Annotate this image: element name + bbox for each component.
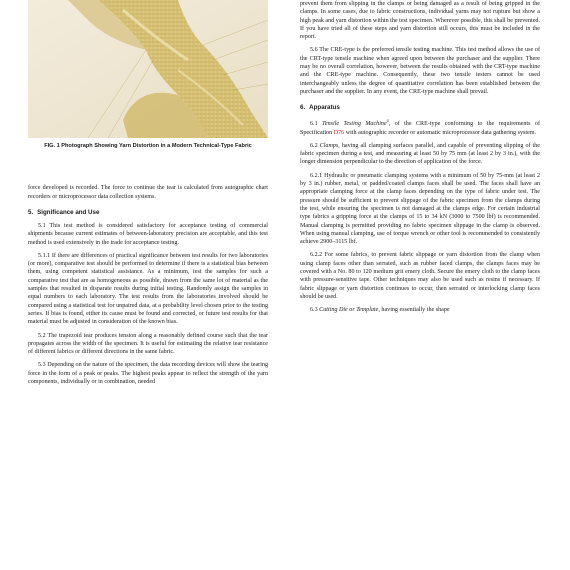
paragraph-6-3: 6.3 Cutting Die or Template, having essentially the shape: [310, 307, 450, 314]
link-spec-d76[interactable]: D76: [333, 129, 345, 136]
figure-photograph: [28, 0, 268, 138]
yarn-distortion-photo: [28, 0, 268, 138]
paragraph-5-6: 5.6 The CRE-type is the preferred tensile testing machine. This test method allows the use of the CRT-type tensile machine when agreed upon between the purchaser and the supplier. There may be no overall correlation, however, between the results obtained with the CRT-type machine and the CRE-type machine. Consequently, these two tensile testers cannot be used interchangeably unless the degree of quantitative correlation has been established between the purchaser and the supplier. In any event, the CRE-type machine shall prevail.: [300, 47, 540, 95]
paragraph-top-continued: prevent them from slipping in the clamps or being damaged as a result of being gripped in the clamps. In some cases, due to fabric constructions, individual yarns may not rupture but show a high peak and yarn distortion within the test specimen. Wherever possible, this shall be prevented. If you have tried all of these steps and yarn distortion still occurs, this must be included in the report.: [300, 1, 540, 41]
right-column: [300, 0, 540, 320]
paragraph-5-3: 5.3 Depending on the nature of the specimen, the data recording devices will show the tearing force in the form of a peak or peaks. The highest peaks appear to reflect the strength of the yarn components, individually or in combination, needed: [28, 362, 268, 386]
paragraph-5-2: 5.2 The trapezoid tear produces tension along a reasonably defined course such that the tear propagates across the width of the specimen. It is useful for estimating the relative tear resistance of different fabrics or different directions in the same fabric.: [28, 332, 268, 356]
paragraph-6-1: 6.1 Tensile Testing Machine$^4$, of the CRE-type conforming to the requirements of Specification D76 with autographic recorder or automatic microprocessor data gathering system.: [300, 118, 541, 136]
paragraph-force-recorded: force developed is recorded. The force to continue the tear is calculated from autographic chart recorders or microprocessor data collection systems.: [28, 185, 268, 200]
section-number: 6.: [300, 104, 306, 112]
paragraph-6-2-2: 6.2.2 For some fabrics, to prevent fabric slippage or yarn distortion from the clamp when using clamp faces other than serrated, such as rubber faced clamps, the clamps faces may be covered with a No. 80 to 120 medium grit emery cloth. Secure the emery cloth to the clamp faces with pressure-sensitive tape. Other techniques may also be used such as resins if necessary. If fabric slippage or yarn distortion continues to occur, then serrated or interlocking clamp faces should be used.: [300, 252, 540, 300]
left-column: [28, 0, 268, 391]
paragraph-6-2: 6.2 Clamps, having all clamping surfaces parallel, and capable of preventing slipping of the fabric specimen during a test, and measuring at least 50 by 75 mm (at least 2 by 3 in.), with the longer dimension perpendicular to the direction of application of the force.: [300, 142, 540, 166]
section-heading-6: [300, 104, 540, 111]
section-title: Apparatus: [309, 104, 340, 112]
section-number: 5.: [28, 209, 34, 216]
paragraph-5-1: 5.1 This test method is considered satisfactory for acceptance testing of commercial shipments because current estimates of between-laboratory precision are acceptable, and this test method is used extensively in the trade for acceptance testing.: [28, 223, 268, 246]
figure-caption: FIG. 1 Photograph Showing Yarn Distortion in a Modern Technical-Type Fabric: [44, 143, 252, 149]
section-title: Significance and Use: [37, 209, 100, 216]
section-heading-5: [28, 209, 268, 216]
paragraph-6-2-1: 6.2.1 Hydraulic or pneumatic clamping systems with a minimum of 50 by 75-mm (at least 2 by 3 in.) rubber, metal, or padded/coated clamps faces shall be used. The faces shall have an appropriate clamping force at the clamp faces depending on the type of fabric under test. The pressure should be sufficient to prevent slippage of the fabric specimen from the clamps during the test, while ensuring the specimen is not damaged at the clamps edge. For certain industrial type fabrics a gripping force at the clamps of 15 to 34 kN (3000 to 7500 lbf) is recommended. Manual clamping is permitted providing no fabric specimen slippage in the clamp is observed. When using manual clamping, use of torque wrench or other tool is recommended to consistently achieve 2900–3115 lbf.: [300, 172, 540, 246]
paragraph-5-1-1: 5.1.1 If there are differences of practical significance between test results for two laboratories (or more), comparative test should be performed to determine if there is a statistical bias between them, using competent statistical assistance. As a minimum, test the samples for such a comparative test that are as homogeneous as possible, drawn from the same lot of material as the samples that resulted in disparate results during initial testing. Randomly assign the samples in equal numbers to each laboratory. The test results from the laboratories involved should be compared using a statistical test for unpaired data, at a probability level chosen prior to the testing series. If bias is found, either its cause must be found and corrected, or future test results for that material must be adjusted in consideration of the known bias.: [28, 252, 268, 326]
